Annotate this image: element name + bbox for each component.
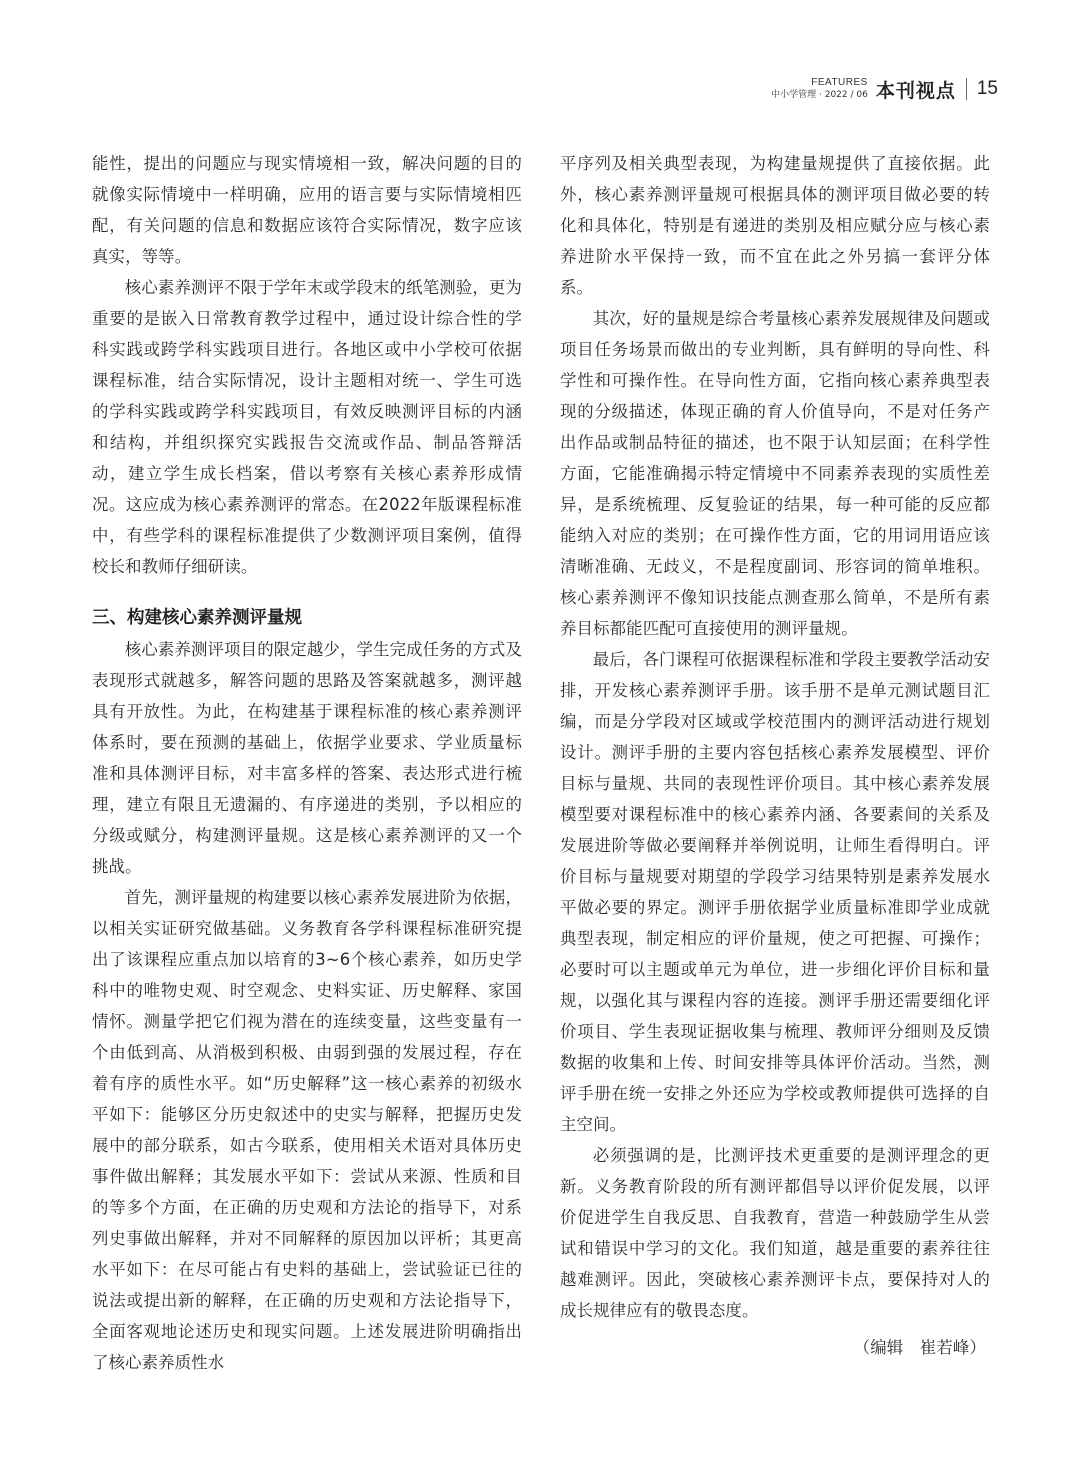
section-heading: 三、构建核心素养测评量规 bbox=[92, 608, 302, 628]
page-number: 15 bbox=[976, 78, 998, 99]
paragraph: 能性，提出的问题应与现实情境相一致，解决问题的目的就像实际情境中一样明确，应用的语言要与实际情境相匹配，有关问题的信息和数据应该符合实际情况，数字应该真实，等等。 bbox=[92, 154, 522, 266]
left-column bbox=[92, 148, 522, 1378]
header-section-title: 本刊视点 bbox=[875, 79, 956, 102]
page-header bbox=[771, 74, 998, 104]
editor-credit: （编辑 崔若峰） bbox=[853, 1338, 986, 1357]
header-divider bbox=[966, 78, 967, 100]
paragraph: 其次，好的量规是综合考量核心素养发展规律及问题或项目任务场景而做出的专业判断，具有鲜明的导向性、科学性和可操作性。在导向性方面，它指向核心素养典型表现的分级描述，体现正确的育人价值导向，不是对任务产出作品或制品特征的描述，也不限于认知层面；在科学性方面，它能准确揭示特定情境中不同素养表现的实质性差异，是系统梳理、反复验证的结果，每一种可能的反应都能纳入对应的类别；在可操作性方面，它的用词用语应该清晰准确、无歧义，不是程度副词、形容词的简单堆积。核心素养测评不像知识技能点测查那么简单，不是所有素养目标都能匹配可直接使用的测评量规。 bbox=[560, 309, 990, 638]
paragraph: 首先，测评量规的构建要以核心素养发展进阶为依据，以相关实证研究做基础。义务教育各学科课程标准研究提出了该课程应重点加以培育的3~6个核心素养，如历史学科中的唯物史观、时空观念、史料实证、历史解释、家国情怀。测量学把它们视为潜在的连续变量，这些变量有一个由低到高、从消极到积极、由弱到强的发展过程，存在着有序的质性水平。如“历史解释”这一核心素养的初级水平如下：能够区分历史叙述中的史实与解释，把握历史发展中的部分联系，如古今联系，使用相关术语对具体历史事件做出解释；其发展水平如下：尝试从来源、性质和目的等多个方面，在正确的历史观和方法论的指导下，对系列史事做出解释，并对不同解释的原因加以评析；其更高水平如下：在尽可能占有史料的基础上，尝试验证已往的说法或提出新的解释，在正确的历史观和方法论指导下，全面客观地论述历史和现实问题。上述发展进阶明确指出了核心素养质性水 bbox=[92, 888, 522, 1372]
header-meta bbox=[771, 78, 868, 100]
header-issue-label: 中小学管理 · 2022 / 06 bbox=[771, 90, 868, 100]
paragraph: 必须强调的是，比测评技术更重要的是测评理念的更新。义务教育阶段的所有测评都倡导以评价促发展，以评价促进学生自我反思、自我教育，营造一种鼓励学生从尝试和错误中学习的文化。我们知道，越是重要的素养往往越难测评。因此，突破核心素养测评卡点，要保持对人的成长规律应有的敬畏态度。 bbox=[560, 1146, 990, 1320]
header-features-label: FEATURES bbox=[811, 77, 868, 88]
paragraph: 最后，各门课程可依据课程标准和学段主要教学活动安排，开发核心素养测评手册。该手册不是单元测试题目汇编，而是分学段对区域或学校范围内的测评活动进行规划设计。测评手册的主要内容包括核心素养发展模型、评价目标与量规、共同的表现性评价项目。其中核心素养发展模型要对课程标准中的核心素养内涵、各要素间的关系及发展进阶等做必要阐释并举例说明，让师生看得明白。评价目标与量规要对期望的学段学习结果特别是素养发展水平做必要的界定。测评手册依据学业质量标准即学业成就典型表现，制定相应的评价量规，使之可把握、可操作；必要时可以主题或单元为单位，进一步细化评价目标和量规，以强化其与课程内容的连接。测评手册还需要细化评价项目、学生表现证据收集与梳理、教师评分细则及反馈数据的收集和上传、时间安排等具体评价活动。当然，测评手册在统一安排之外还应为学校或教师提供可选择的自主空间。 bbox=[560, 650, 990, 1134]
paragraph: 核心素养测评不限于学年末或学段末的纸笔测验，更为重要的是嵌入日常教育教学过程中，通过设计综合性的学科实践或跨学科实践项目进行。各地区或中小学校可依据课程标准，结合实际情况，设计主题相对统一、学生可选的学科实践或跨学科实践项目，有效反映测评目标的内涵和结构，并组织探究实践报告交流或作品、制品答辩活动，建立学生成长档案，借以考察有关核心素养形成情况。这应成为核心素养测评的常态。在2022年版课程标准中，有些学科的课程标准提供了少数测评项目案例，值得校长和教师仔细研读。 bbox=[92, 278, 522, 576]
paragraph: 平序列及相关典型表现，为构建量规提供了直接依据。此外，核心素养测评量规可根据具体的测评项目做必要的转化和具体化，特别是有递进的类别及相应赋分应与核心素养进阶水平保持一致，而不宜在此之外另搞一套评分体系。 bbox=[560, 154, 990, 297]
paragraph: 核心素养测评项目的限定越少，学生完成任务的方式及表现形式就越多，解答问题的思路及答案就越多，测评越具有开放性。为此，在构建基于课程标准的核心素养测评体系时，要在预测的基础上，依据学业要求、学业质量标准和具体测评目标，对丰富多样的答案、表达形式进行梳理，建立有限且无遗漏的、有序递进的类别，予以相应的分级或赋分，构建测评量规。这是核心素养测评的又一个挑战。 bbox=[92, 640, 522, 876]
right-column bbox=[560, 148, 990, 1363]
